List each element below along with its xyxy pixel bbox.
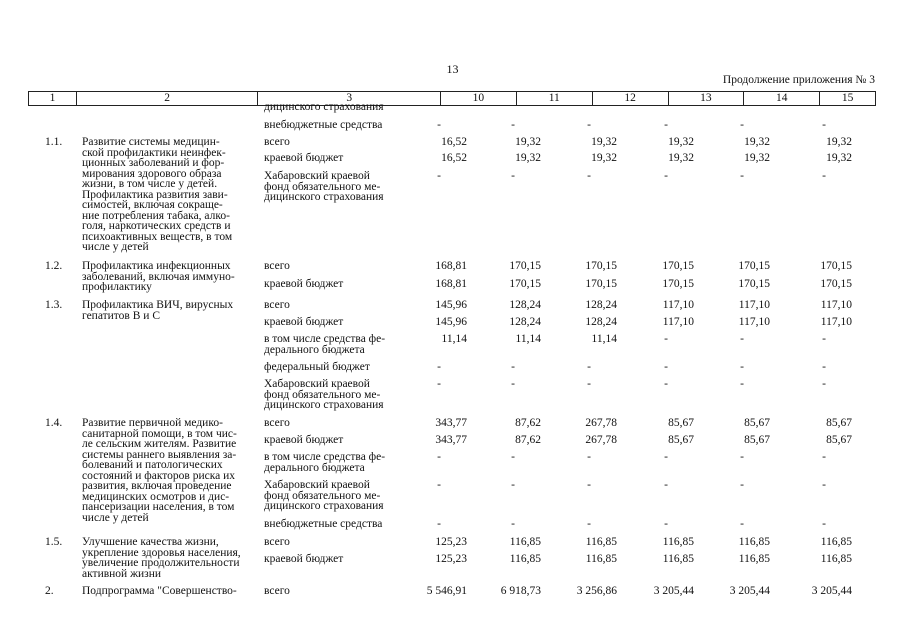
value-cell: - (437, 170, 441, 182)
value-cell: 170,15 (738, 278, 770, 290)
value-cell: 16,52 (441, 152, 467, 164)
value-cell: 19,32 (744, 136, 770, 148)
value-cell: 85,67 (744, 434, 770, 446)
funding-source: всего (264, 260, 290, 272)
value-cell: 116,85 (820, 553, 852, 565)
value-cell: 267,78 (585, 417, 617, 429)
value-cell: - (587, 170, 591, 182)
value-cell: 85,67 (668, 417, 694, 429)
value-cell: - (511, 451, 515, 463)
funding-source: Хабаровский краевой фонд обязательного ме- дицинского страхования (264, 170, 384, 203)
value-cell: 128,24 (585, 299, 617, 311)
value-cell: - (437, 451, 441, 463)
value-cell: 19,32 (826, 136, 852, 148)
value-cell: - (664, 119, 668, 131)
value-cell: - (587, 518, 591, 530)
value-cell: 125,23 (435, 553, 467, 565)
value-cell: 343,77 (435, 417, 467, 429)
value-cell: 117,10 (820, 316, 852, 328)
value-cell: 19,32 (591, 152, 617, 164)
value-cell: 170,15 (585, 260, 617, 272)
value-cell: - (511, 119, 515, 131)
header-col-3: 3 (257, 92, 440, 105)
header-col-15: 15 (819, 92, 875, 105)
funding-source: в том числе средства фе- дерального бюджета (264, 451, 386, 474)
row-title: Развитие системы медицин- ской профилактики неинфек- ционных заболеваний и фор- мирования здорового образа жизни, в том числе у детей. Профилактика развития зави- симостей, включая сокраще- ние потребления табака, алко- голя, наркотических средств и психоактивных веществ, в том числе у детей (82, 136, 233, 253)
value-cell: - (511, 479, 515, 491)
value-cell: 145,96 (435, 299, 467, 311)
value-cell: 168,81 (435, 260, 467, 272)
header-col-2: 2 (76, 92, 258, 105)
header-col-1: 1 (49, 92, 56, 104)
value-cell: 116,85 (509, 536, 541, 548)
value-cell: - (664, 378, 668, 390)
value-cell: - (740, 170, 744, 182)
row-number: 1.1. (45, 136, 63, 148)
value-cell: 170,15 (662, 260, 694, 272)
funding-source: в том числе средства фе- дерального бюджета (264, 333, 386, 356)
value-cell: - (740, 451, 744, 463)
value-cell: 170,15 (820, 260, 852, 272)
value-cell: 5 546,91 (426, 585, 467, 597)
value-cell: 125,23 (435, 536, 467, 548)
row-number: 2. (45, 585, 54, 597)
value-cell: 128,24 (509, 316, 541, 328)
value-cell: - (740, 119, 744, 131)
value-cell: 145,96 (435, 316, 467, 328)
value-cell: - (740, 378, 744, 390)
value-cell: - (587, 479, 591, 491)
value-cell: 117,10 (662, 316, 694, 328)
funding-source: краевой бюджет (264, 316, 344, 328)
value-cell: - (822, 170, 826, 182)
value-cell: 19,32 (668, 136, 694, 148)
value-cell: - (664, 361, 668, 373)
value-cell: 19,32 (591, 136, 617, 148)
funding-source: Хабаровский краевой фонд обязательного ме- дицинского страхования (264, 479, 384, 512)
value-cell: 19,32 (744, 152, 770, 164)
value-cell: 116,85 (585, 536, 617, 548)
value-cell: 85,67 (826, 434, 852, 446)
funding-source: федеральный бюджет (264, 361, 370, 373)
funding-source: всего (264, 299, 290, 311)
value-cell: 116,85 (509, 553, 541, 565)
value-cell: 11,14 (515, 333, 541, 345)
value-cell: - (822, 451, 826, 463)
value-cell: 117,10 (662, 299, 694, 311)
row-title: Подпрограмма "Совершенство- (82, 585, 237, 597)
funding-source: всего (264, 585, 290, 597)
value-cell: 170,15 (509, 278, 541, 290)
value-cell: 170,15 (738, 260, 770, 272)
value-cell: - (437, 518, 441, 530)
value-cell: - (511, 361, 515, 373)
value-cell: - (664, 518, 668, 530)
value-cell: - (822, 378, 826, 390)
value-cell: 128,24 (585, 316, 617, 328)
page-number: 13 (446, 62, 459, 76)
value-cell: 3 205,44 (653, 585, 694, 597)
row-title: Профилактика инфекционных заболеваний, включая иммуно- профилактику (82, 260, 235, 293)
header-col-12: 12 (592, 92, 668, 105)
funding-source: внебюджетные средства (264, 518, 383, 530)
value-cell: - (587, 451, 591, 463)
value-cell: 116,85 (738, 536, 770, 548)
funding-source: краевой бюджет (264, 152, 344, 164)
value-cell: 170,15 (585, 278, 617, 290)
funding-source: краевой бюджет (264, 553, 344, 565)
value-cell: 19,32 (826, 152, 852, 164)
value-cell: - (740, 361, 744, 373)
header-col-14: 14 (743, 92, 819, 105)
row-number: 1.3. (45, 299, 63, 311)
value-cell: 170,15 (509, 260, 541, 272)
value-cell: - (664, 170, 668, 182)
value-cell: - (664, 333, 668, 345)
value-cell: - (822, 333, 826, 345)
value-cell: 343,77 (435, 434, 467, 446)
value-cell: 19,32 (515, 152, 541, 164)
value-cell: 87,62 (515, 417, 541, 429)
value-cell: 117,10 (820, 299, 852, 311)
funding-source: всего (264, 417, 290, 429)
value-cell: - (437, 378, 441, 390)
value-cell: 6 918,73 (500, 585, 541, 597)
value-cell: 116,85 (585, 553, 617, 565)
value-cell: - (437, 361, 441, 373)
value-cell: 11,14 (591, 333, 617, 345)
row-title: Улучшение качества жизни, укрепление здоровья населения, увеличение продолжительности активной жизни (82, 536, 241, 580)
value-cell: 85,67 (744, 417, 770, 429)
value-cell: 85,67 (826, 417, 852, 429)
value-cell: 3 205,44 (729, 585, 770, 597)
value-cell: 11,14 (441, 333, 467, 345)
header-col-11: 11 (516, 92, 592, 105)
appendix-note: Продолжение приложения № 3 (722, 74, 875, 86)
value-cell: 170,15 (820, 278, 852, 290)
funding-source: Хабаровский краевой фонд обязательного ме- дицинского страхования (264, 378, 384, 411)
header-col-10: 10 (440, 92, 516, 105)
row-number: 1.2. (45, 260, 63, 272)
value-cell: 116,85 (662, 553, 694, 565)
value-cell: 19,32 (668, 152, 694, 164)
value-cell: - (511, 378, 515, 390)
value-cell: 116,85 (662, 536, 694, 548)
value-cell: - (587, 361, 591, 373)
value-cell: - (822, 361, 826, 373)
value-cell: 3 256,86 (576, 585, 617, 597)
funding-source: дицинского страхования (264, 101, 384, 113)
value-cell: 170,15 (662, 278, 694, 290)
value-cell: - (740, 333, 744, 345)
value-cell: - (587, 378, 591, 390)
value-cell: 117,10 (738, 299, 770, 311)
value-cell: 116,85 (820, 536, 852, 548)
funding-source: всего (264, 536, 290, 548)
value-cell: - (587, 119, 591, 131)
value-cell: - (822, 119, 826, 131)
value-cell: 168,81 (435, 278, 467, 290)
value-cell: - (740, 479, 744, 491)
value-cell: 128,24 (509, 299, 541, 311)
value-cell: - (437, 479, 441, 491)
header-col-13: 13 (668, 92, 744, 105)
value-cell: - (664, 479, 668, 491)
value-cell: 85,67 (668, 434, 694, 446)
value-cell: 16,52 (441, 136, 467, 148)
row-title: Профилактика ВИЧ, вирусных гепатитов В и С (82, 299, 234, 322)
funding-source: всего (264, 136, 290, 148)
value-cell: - (437, 119, 441, 131)
value-cell: - (740, 518, 744, 530)
row-title: Развитие первичной медико- санитарной помощи, в том чис- ле сельским жителям. Развитие системы раннего выявления за- болеваний и патологических состояний и факторов риска их развития, включая проведение медицинских осмотров и дис- пансеризации населения, в том числе у детей (82, 417, 237, 524)
value-cell: 3 205,44 (811, 585, 852, 597)
funding-source: краевой бюджет (264, 434, 344, 446)
value-cell: - (511, 518, 515, 530)
value-cell: - (822, 518, 826, 530)
value-cell: 117,10 (738, 316, 770, 328)
value-cell: 116,85 (738, 553, 770, 565)
value-cell: 267,78 (585, 434, 617, 446)
value-cell: - (664, 451, 668, 463)
funding-source: краевой бюджет (264, 278, 344, 290)
value-cell: 87,62 (515, 434, 541, 446)
value-cell: - (511, 170, 515, 182)
value-cell: - (822, 479, 826, 491)
value-cell: 19,32 (515, 136, 541, 148)
row-number: 1.4. (45, 417, 63, 429)
row-number: 1.5. (45, 536, 63, 548)
funding-source: внебюджетные средства (264, 119, 383, 131)
